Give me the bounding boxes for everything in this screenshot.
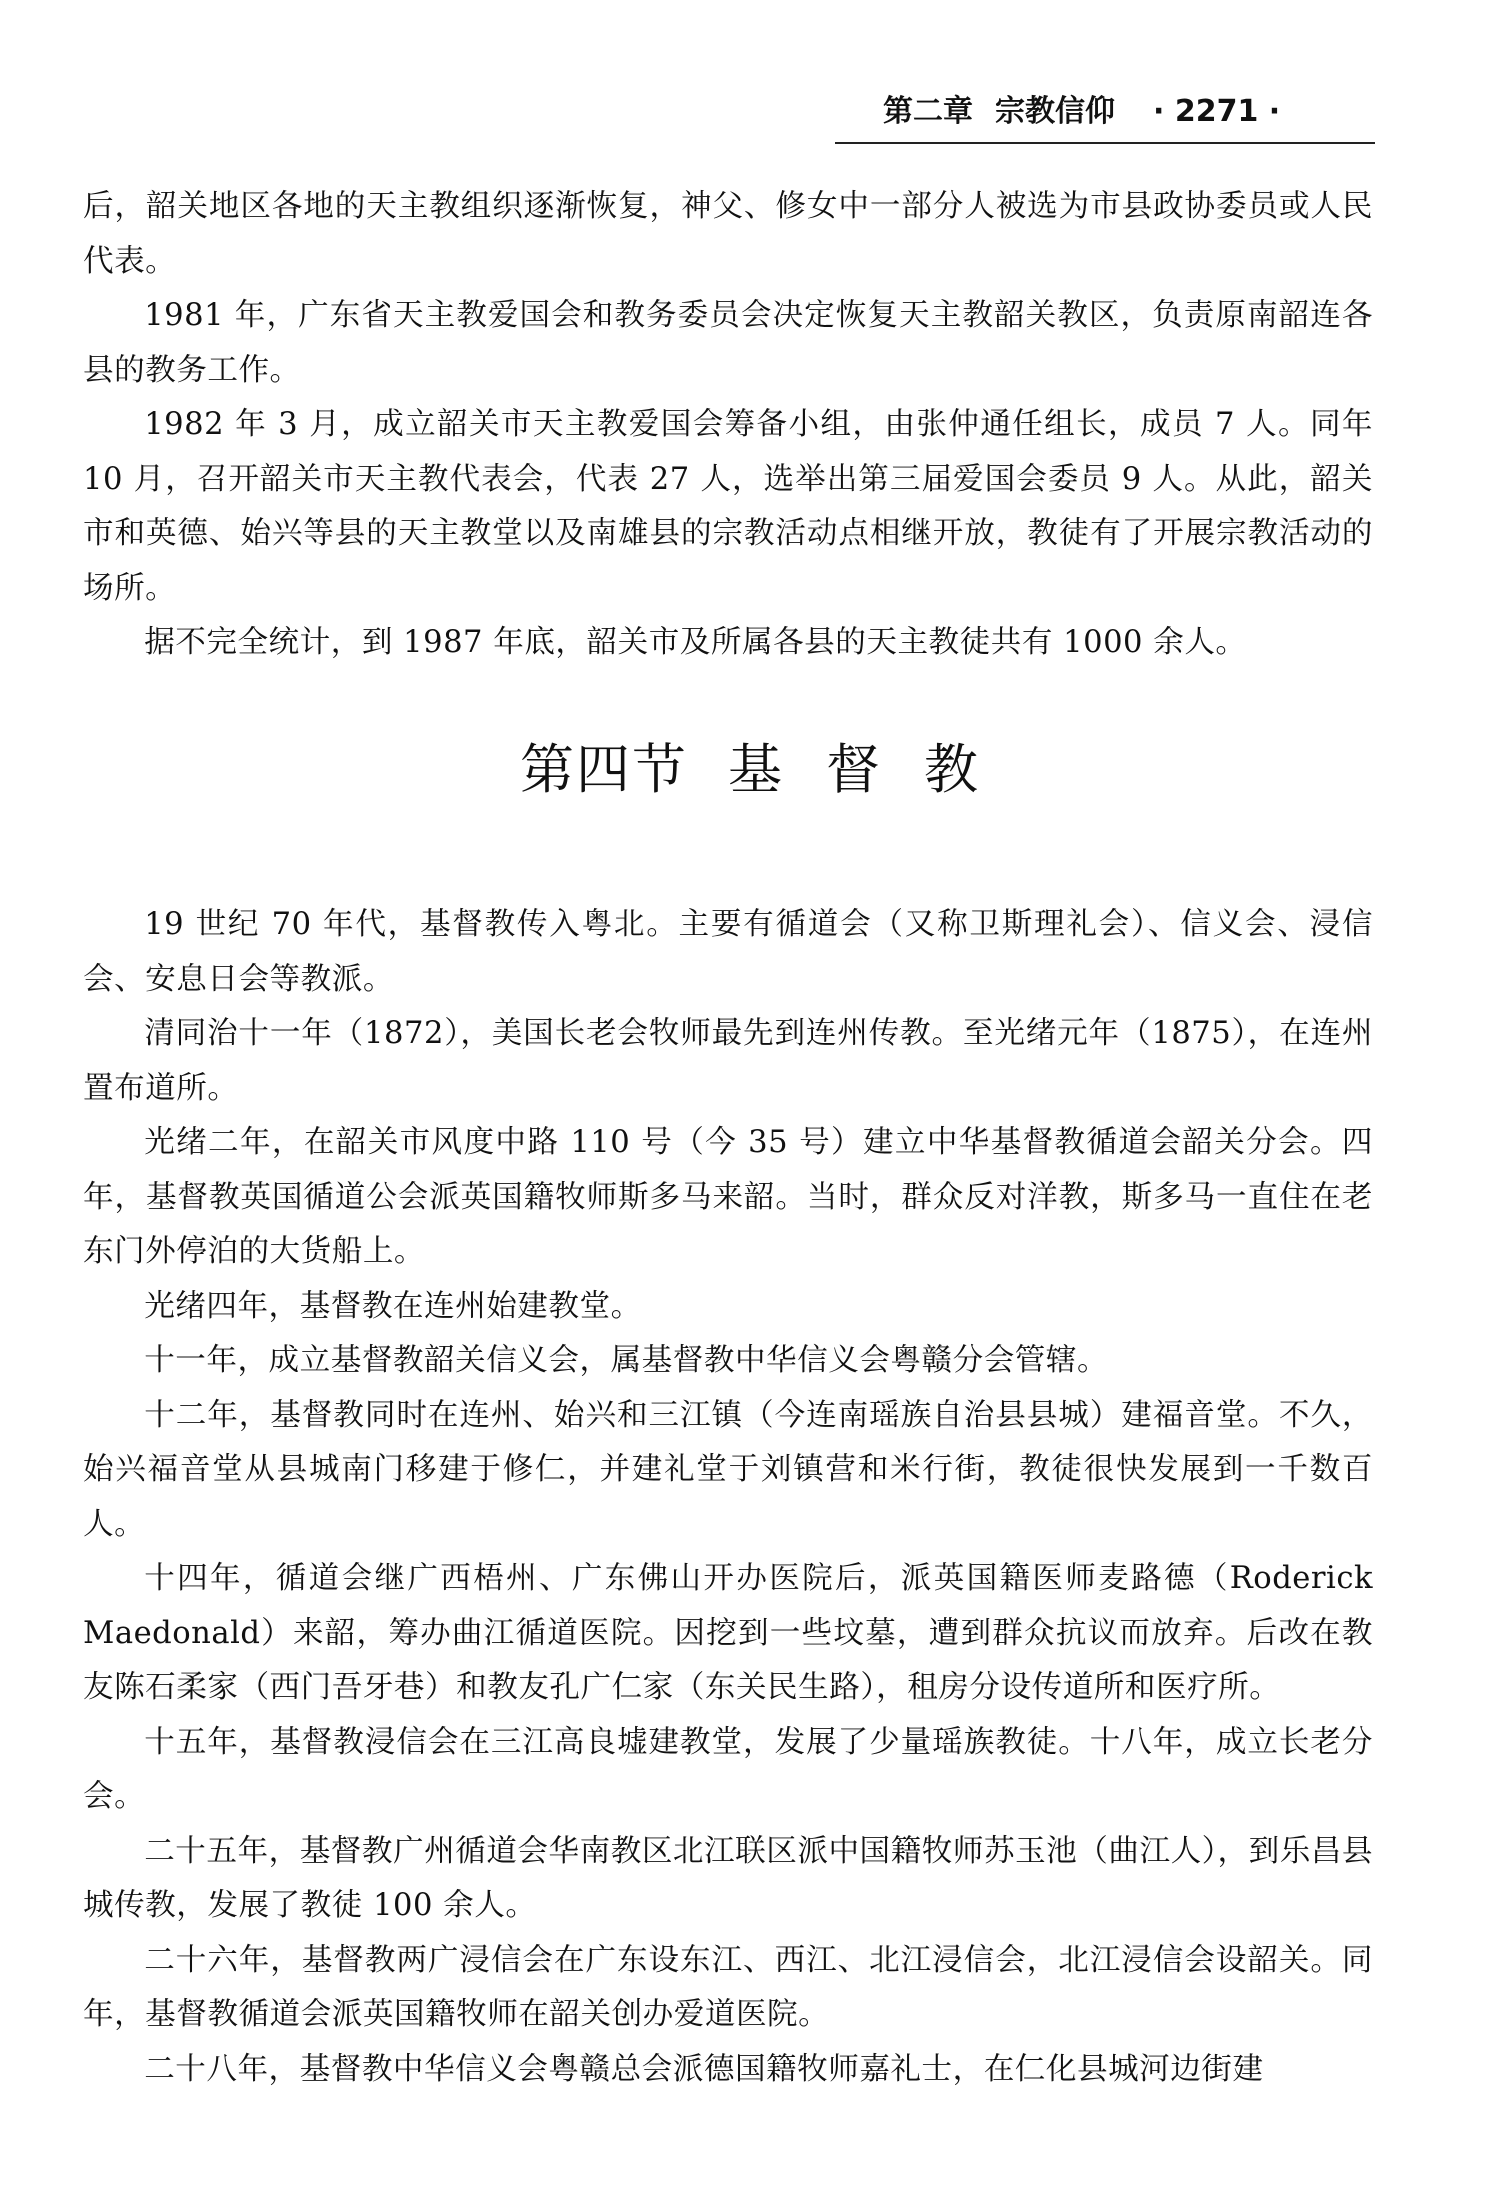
paragraph: 19 世纪 70 年代，基督教传入粤北。主要有循道会（又称卫斯理礼会）、信义会、浸信会、安息日会等教派。 [83, 907, 1373, 997]
top-text-block [83, 180, 1373, 671]
section-title-char: 基 [728, 738, 784, 801]
section-title-char: 督 [826, 738, 882, 801]
paragraph: 据不完全统计，到 1987 年底，韶关市及所属各县的天主教徒共有 1000 余人。 [144, 625, 1247, 660]
paragraph: 1982 年 3 月，成立韶关市天主教爱国会筹备小组，由张仲通任组长，成员 7 人。同年 10 月，召开韶关市天主教代表会，代表 27 人，选举出第三届爱国会委员 9 人。从此，韶关市和英德、始兴等县的天主教堂以及南雄县的宗教活动点相继开放，教徒有了开展宗教活动的场所。 [83, 407, 1373, 606]
paragraph: 后，韶关地区各地的天主教组织逐渐恢复，神父、修女中一部分人被选为市县政协委员或人民代表。 [83, 189, 1373, 279]
paragraph: 二十六年，基督教两广浸信会在广东设东江、西江、北江浸信会，北江浸信会设韶关。同年，基督教循道会派英国籍牧师在韶关创办爱道医院。 [83, 1942, 1373, 2032]
section-number: 第四节 [520, 738, 688, 801]
bottom-text-block [83, 898, 1373, 2097]
header-section: 宗教信仰 [995, 94, 1115, 129]
paragraph: 光绪二年，在韶关市风度中路 110 号（今 35 号）建立中华基督教循道会韶关分会。四年，基督教英国循道公会派英国籍牧师斯多马来韶。当时，群众反对洋教，斯多马一直住在老东门外停泊的大货船上。 [83, 1125, 1373, 1269]
paragraph: 十五年，基督教浸信会在三江高良墟建教堂，发展了少量瑶族教徒。十八年，成立长老分会。 [83, 1724, 1373, 1814]
paragraph: 光绪四年，基督教在连州始建教堂。 [144, 1288, 642, 1324]
running-header [835, 92, 1375, 144]
paragraph: 清同治十一年（1872），美国长老会牧师最先到连州传教。至光绪元年（1875），在连州置布道所。 [83, 1016, 1373, 1106]
section-title [0, 735, 1500, 805]
paragraph: 二十八年，基督教中华信义会粤赣总会派德国籍牧师嘉礼士，在仁化县城河边街建 [144, 2051, 1264, 2087]
paragraph: 十四年，循道会继广西梧州、广东佛山开办医院后，派英国籍医师麦路德（Roderick Maedonald）来韶，筹办曲江循道医院。因挖到一些坟墓，遭到群众抗议而放弃。后改在教友陈石柔家（西门吾牙巷）和教友孔广仁家（东关民生路），租房分设传道所和医疗所。 [83, 1561, 1373, 1705]
paragraph: 十一年，成立基督教韶关信义会，属基督教中华信义会粤赣分会管辖。 [144, 1343, 1109, 1378]
header-chapter: 第二章 [883, 94, 973, 129]
page-number: · 2271 · [1153, 94, 1281, 129]
section-title-char: 教 [924, 738, 980, 801]
paragraph: 1981 年，广东省天主教爱国会和教务委员会决定恢复天主教韶关教区，负责原南韶连各县的教务工作。 [83, 298, 1373, 388]
paragraph: 二十五年，基督教广州循道会华南教区北江联区派中国籍牧师苏玉池（曲江人），到乐昌县城传教，发展了教徒 100 余人。 [83, 1833, 1373, 1923]
paragraph: 十二年，基督教同时在连州、始兴和三江镇（今连南瑶族自治县县城）建福音堂。不久，始兴福音堂从县城南门移建于修仁，并建礼堂于刘镇营和米行街，教徒很快发展到一千数百人。 [83, 1397, 1373, 1542]
